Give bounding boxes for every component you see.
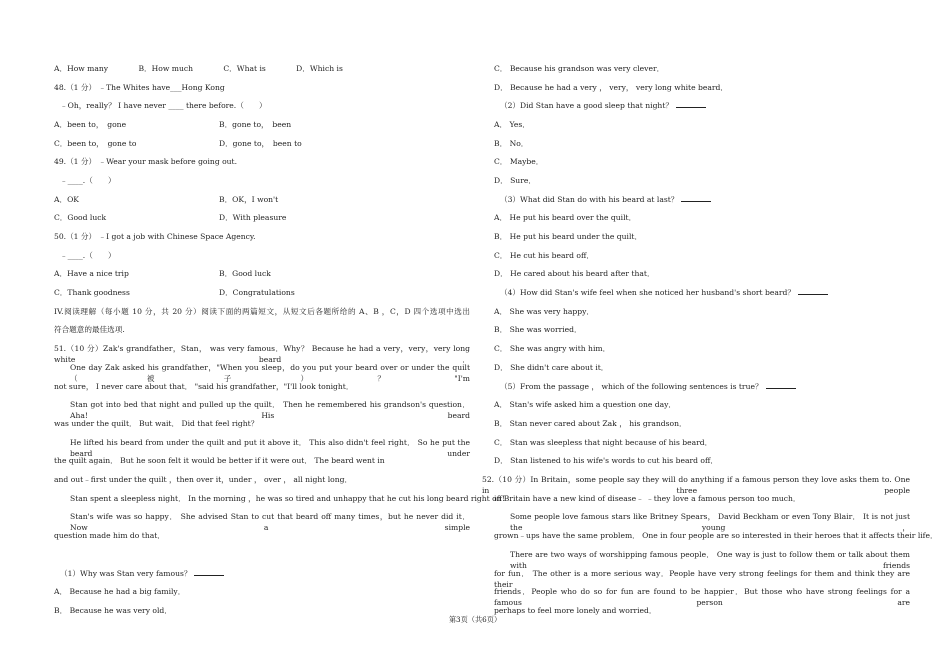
line-text: B．gone to， been: [219, 120, 292, 129]
left-text-line: [54, 268, 129, 279]
line-text: Stan got into bed that night and pulled up the quilt． Then he remembered his grandson's question．Aha! His beard: [70, 400, 470, 420]
left-text-line: [60, 100, 267, 111]
left-text-line: [54, 231, 256, 242]
line-text: for fun． The other is a more serious way．People have very strong feelings for them and think they are their: [494, 569, 910, 589]
right-text-line: [500, 194, 711, 205]
answer-blank[interactable]: [766, 381, 796, 389]
answer-blank[interactable]: [798, 287, 828, 295]
line-text: IV.阅读理解（每小题 10 分，共 20 分）阅读下面的两篇短文，从短文后各题所给的 A、B ，C，D 四个选项中选出: [54, 307, 470, 316]
right-text-line: [494, 455, 718, 466]
line-text: the quilt again． But he soon felt it would be better if it were out． The beard went in: [54, 456, 385, 465]
line-text: ﹣Oh，really？ I have never ____ there before.（ ）: [60, 101, 267, 110]
line-text: B． She was worried．: [494, 325, 582, 334]
line-text: D． Sure．: [494, 176, 536, 185]
line-text: （1）Why was Stan very famous？: [60, 569, 192, 578]
line-text: D．gone to， been to: [219, 139, 302, 148]
line-text: 52.（10 分）In Britain，some people say they will do anything if a famous person they love asks them to. One in three people: [482, 475, 910, 495]
page-footer: 第3页（共6页）: [448, 615, 502, 624]
left-text-line: [60, 250, 116, 261]
left-text-line: [54, 530, 165, 541]
left-text-line: [54, 194, 79, 205]
line-text: （5）From the passage ， which of the following sentences is true？: [500, 382, 763, 391]
line-text: in Britain have a new kind of disease﹣ ﹣they love a famous person too much．: [494, 494, 801, 503]
left-text-line: [54, 474, 352, 485]
line-text: Stan's wife was so happy． She advised Stan to cut that beard off many times，but he never did it． Now a simple: [70, 512, 470, 532]
right-text-line: [494, 399, 676, 410]
right-text-line: [494, 63, 664, 74]
line-text: B．OK，I won't: [219, 195, 279, 204]
left-text-line: [54, 586, 185, 597]
left-text-line: [54, 138, 136, 149]
line-text: and out﹣first under the quilt ，then over it，under ， over ， all night long．: [54, 475, 353, 484]
left-text-line: [219, 194, 278, 205]
line-text: A． Yes．: [494, 120, 530, 129]
right-text-line: [500, 100, 706, 111]
line-text: He lifted his beard from under the quilt and put it above it． This also didn't feel right． So he put the beard under: [70, 438, 470, 458]
left-text-line: [219, 268, 271, 279]
line-text: A．Have a nice trip: [54, 269, 129, 278]
line-text: D．Congratulations: [219, 288, 295, 297]
line-text: A．How many B．How much C．What is D．Which is: [54, 64, 343, 73]
left-text-line: [70, 493, 505, 504]
right-text-line: [494, 175, 536, 186]
left-text-line: [54, 63, 343, 74]
answer-blank[interactable]: [676, 100, 706, 108]
left-text-line: [54, 381, 353, 392]
line-text: One day Zak asked his grandfather，"When you sleep，do you put your beard over or under the quilt（被子）？"I'm: [70, 363, 470, 383]
line-text: A． Stan's wife asked him a question one day．: [494, 400, 677, 409]
left-text-line: [54, 418, 258, 429]
line-text: C．been to， gone to: [54, 139, 137, 148]
line-text: not sure， I never care about that． "said his grandfather，"I'll look tonight．: [54, 382, 354, 391]
line-text: ﹣____.（ ）: [60, 176, 116, 185]
line-text: was under the quilt． But wait． Did that feel right？: [54, 419, 259, 428]
line-text: A．OK: [54, 195, 79, 204]
line-text: 48.（1 分） ﹣The Whites have___Hong Kong: [54, 83, 225, 92]
left-text-line: [219, 138, 302, 149]
line-text: B．Good luck: [219, 269, 271, 278]
line-text: perhaps to feel more lonely and worried．: [494, 606, 657, 615]
left-text-line: [219, 119, 291, 130]
line-text: C． Because his grandson was very clever．: [494, 64, 665, 73]
right-text-line: [494, 268, 655, 279]
right-text-line: [494, 119, 530, 130]
left-text-line: [54, 212, 106, 223]
right-text-line: [500, 287, 828, 298]
line-text: 51.（10 分）Zak's grandfather，Stan， was very famous．Why？ Because he had a very，very，very long white beard．: [54, 344, 470, 364]
left-text-line: [219, 287, 295, 298]
line-text: Stan spent a sleepless night． In the morning ，he was so tired and unhappy that he cut his long beard right off!: [70, 494, 506, 503]
line-text: 符合题意的最佳选项.: [54, 325, 125, 334]
right-text-line: [494, 306, 594, 317]
answer-blank[interactable]: [194, 568, 224, 576]
right-text-line: [494, 212, 636, 223]
right-text-line: [494, 138, 528, 149]
right-text-line: [494, 493, 801, 504]
line-text: B． Because he was very old．: [54, 606, 172, 615]
line-text: A．been to， gone: [54, 120, 127, 129]
line-text: C． He cut his beard off．: [494, 251, 594, 260]
line-text: 49.（1 分） ﹣Wear your mask before going out.: [54, 157, 238, 166]
line-text: D． Because he had a very ， very， very long white beard．: [494, 83, 728, 92]
answer-blank[interactable]: [681, 194, 711, 202]
left-text-line: [60, 568, 224, 579]
line-text: ﹣____.（ ）: [60, 251, 116, 260]
line-text: D． He cared about his beard after that．: [494, 269, 655, 278]
line-text: D． Stan listened to his wife's words to cut his beard off．: [494, 456, 718, 465]
line-text: D．With pleasure: [219, 213, 287, 222]
line-text: D． She didn't care about it．: [494, 363, 609, 372]
right-text-line: [494, 530, 938, 541]
right-text-line: [494, 324, 582, 335]
line-text: A． Because he had a big family．: [54, 587, 186, 596]
right-text-line: [494, 418, 687, 429]
left-text-line: [54, 306, 470, 317]
left-text-line: [54, 455, 385, 466]
left-text-line: [54, 119, 126, 130]
left-text-line: [54, 287, 130, 298]
line-text: B． No．: [494, 139, 529, 148]
left-text-line: [54, 156, 237, 167]
line-text: B． Stan never cared about Zak ， his grandson．: [494, 419, 687, 428]
right-text-line: [494, 156, 543, 167]
left-text-line: [60, 175, 116, 186]
line-text: （4）How did Stan's wife feel when she noticed her husband's short beard？: [500, 288, 795, 297]
line-text: A． She was very happy．: [494, 307, 594, 316]
right-text-line: [494, 437, 712, 448]
line-text: C．Good luck: [54, 213, 107, 222]
line-text: C． Stan was sleepless that night because of his beard．: [494, 438, 713, 447]
left-text-line: [54, 82, 225, 93]
line-text: grown﹣ups have the same problem． One in four people are so interested in their heroes that it affects their life．: [494, 531, 938, 540]
right-text-line: [500, 381, 796, 392]
line-text: （2）Did Stan have a good sleep that night？: [500, 101, 673, 110]
line-text: C． Maybe．: [494, 157, 544, 166]
left-text-line: [54, 324, 125, 335]
line-text: friends．People who do so for fun are found to be happier．But those who have strong feelings for a famous person are: [494, 587, 910, 607]
right-text-line: [494, 343, 610, 354]
right-text-line: [494, 82, 728, 93]
line-text: There are two ways of worshipping famous people． One way is just to follow them or talk about them with friends: [510, 550, 910, 570]
line-text: B． He put his beard under the quilt．: [494, 232, 643, 241]
line-text: C． She was angry with him．: [494, 344, 611, 353]
line-text: （3）What did Stan do with his beard at last？: [500, 195, 679, 204]
line-text: question made him do that．: [54, 531, 165, 540]
line-text: Some people love famous stars like Britney Spears， David Beckham or even Tony Blair． It is not just the young，: [510, 512, 910, 532]
right-text-line: [494, 250, 594, 261]
line-text: 50.（1 分） ﹣I got a job with Chinese Space Agency.: [54, 232, 256, 241]
line-text: A． He put his beard over the quilt．: [494, 213, 637, 222]
right-text-line: [494, 362, 608, 373]
right-text-line: [494, 231, 642, 242]
line-text: C．Thank goodness: [54, 288, 130, 297]
left-text-line: [219, 212, 286, 223]
